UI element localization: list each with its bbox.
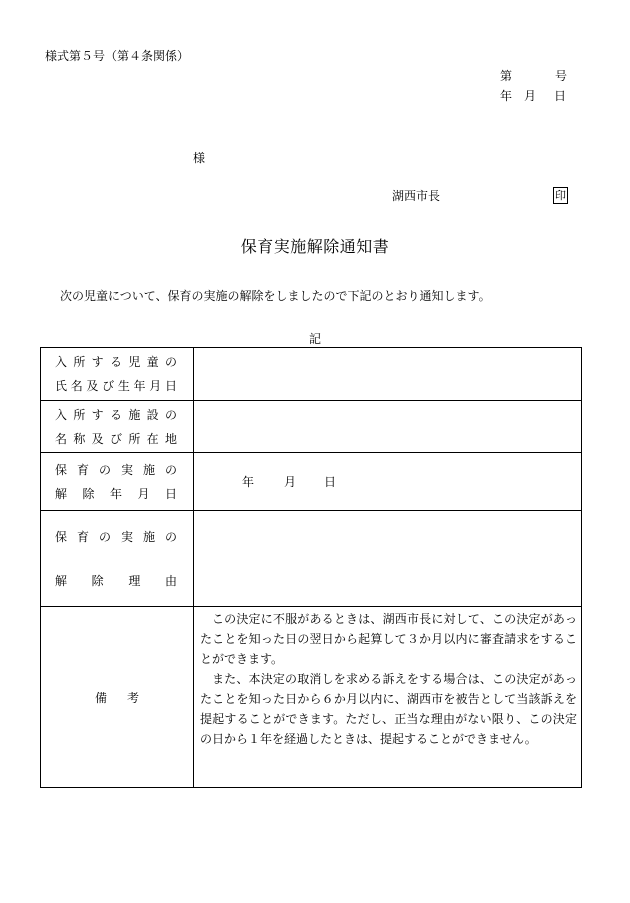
table-row-cancel-date: [41, 453, 582, 511]
cancel-date-field: [194, 453, 582, 511]
cancel-date-label-line2: 解除年月日: [55, 486, 177, 501]
cancel-date-day: 日: [324, 475, 337, 489]
ki-heading: 記: [308, 332, 321, 346]
cancel-reason-label-line1: 保育の実施の: [55, 529, 177, 544]
addressee-suffix: 様: [193, 151, 206, 165]
doc-number-suffix: 号: [555, 69, 568, 83]
cancel-date-label-line1: 保育の実施の: [55, 462, 177, 477]
facility-label: [41, 401, 194, 453]
notes-paragraph-2: また、本決定の取消しを求める訴えをする場合は、この決定があったことを知った日から６か月以内に、湖西市を被告として当該訴えを提起することができます。ただし、正当な理由がない限り、この決定の日から１年を経過したときは、提起することができません。: [200, 672, 577, 746]
issue-date: [500, 90, 566, 102]
issue-date-year: 年: [500, 89, 513, 103]
document-title: 保育実施解除通知書: [240, 237, 390, 256]
cancel-reason-field: [194, 511, 582, 607]
notice-table: [40, 347, 582, 788]
notes-text: [194, 607, 582, 788]
child-info-label: [41, 348, 194, 401]
cancel-date-month: 月: [284, 475, 297, 489]
form-number: 様式第５号（第４条関係）: [45, 49, 190, 63]
intro-text: 次の児童について、保育の実施の解除をしましたので下記のとおり通知します。: [60, 289, 491, 303]
child-info-field: [194, 348, 582, 401]
table-row-notes: [41, 607, 582, 788]
facility-label-line1: 入所する施設の: [55, 407, 177, 422]
child-info-label-line1: 入所する児童の: [55, 355, 177, 369]
notes-paragraph-1: この決定に不服があるときは、湖西市長に対して、この決定があったことを知った日の翌日から起算して３か月以内に審査請求をすることができます。: [200, 612, 577, 666]
facility-field: [194, 401, 582, 453]
table-row-facility: [41, 401, 582, 453]
table-row-child: [41, 348, 582, 401]
cancel-date-label: [41, 453, 194, 511]
cancel-reason-label: [41, 511, 194, 607]
issuer-name: 湖西市長: [392, 189, 441, 203]
issue-date-month: 月: [524, 89, 537, 103]
notes-label: 備考: [41, 607, 194, 788]
child-info-label-line2: 氏名及び生年月日: [55, 379, 177, 393]
cancel-date-year: 年: [242, 475, 255, 489]
cancel-reason-label-line2: 解除理由: [55, 573, 177, 588]
table-row-reason: [41, 511, 582, 607]
issue-date-day: 日: [554, 89, 567, 103]
facility-label-line2: 名称及び所在地: [55, 431, 177, 446]
seal-mark: 印: [555, 189, 566, 202]
doc-number-label: 第: [500, 69, 513, 83]
